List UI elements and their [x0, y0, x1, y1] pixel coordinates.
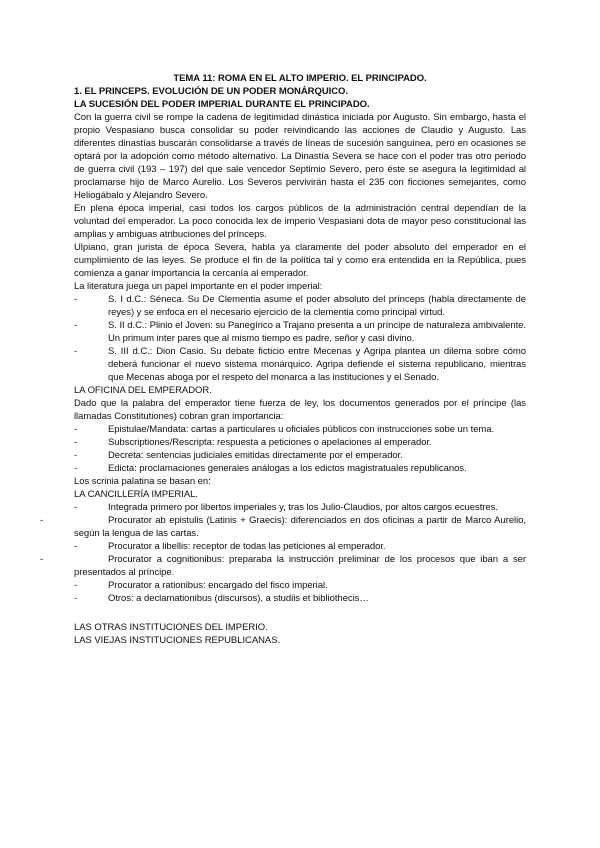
- paragraph-oficina: Dado que la palabra del emperador tiene fuerza de ley, los documentos generados por el príncipe (las llamadas Constitutiones) cobran gran importancia:: [74, 398, 526, 422]
- list-item-text: Procurator ab epistulis (Latinis + Graecis): diferenciados en dos oficinas a partir de Marco Aurelio, según la lengua de las cartas.: [74, 515, 526, 539]
- bullet-dash: -: [40, 515, 44, 526]
- document-body: [40, 72, 526, 647]
- paragraph-administration: En plena época imperial, casi todos los cargos públicos de la administración central dependían de la voluntad del emperador. La poco conocida lex de imperio Vespasiani dota de mayor peso constitucional las amplias y ambiguas atribuciones del prínceps.: [74, 203, 526, 240]
- list-item-text: Edicta: proclamaciones generales análogas a los edictos magistratuales republicanos.: [108, 463, 467, 474]
- list-item-text: S. I d.C.: Séneca. Su De Clementia asume el poder absoluto del prínceps (habla directamente de reyes) y se enfoca en el necesario ejercicio de la clementia como principal virtud.: [108, 294, 526, 318]
- bullet-dash: -: [74, 541, 78, 552]
- viejas-instituciones-heading: LAS VIEJAS INSTITUCIONES REPUBLICANAS.: [74, 635, 281, 646]
- list-item-text: Integrada primero por libertos imperiales y, tras los Julio-Claudios, por altos cargos ecuestres.: [108, 502, 498, 513]
- list-item-text: Decreta: sentencias judiciales emitidas directamente por el emperador.: [108, 450, 403, 461]
- list-item-text: Procurator a libellis: receptor de todas las peticiones al emperador.: [108, 541, 386, 552]
- spacer: [74, 605, 526, 621]
- list-item: [40, 553, 526, 579]
- page-title: TEMA 11: ROMA EN EL ALTO IMPERIO. EL PRINCIPADO.: [173, 73, 427, 84]
- bullet-dash: -: [74, 346, 78, 357]
- scrinia-intro: Los scrinia palatina se basan en:: [74, 476, 211, 487]
- list-item-text: Procurator a cognitionibus: preparaba la instrucción preliminar de los procesos que iban a ser presentados al príncipe.: [74, 554, 526, 578]
- bullet-dash: -: [74, 463, 78, 474]
- oficina-heading: LA OFICINA DEL EMPERADOR.: [74, 385, 212, 396]
- list-item: [40, 514, 526, 540]
- bullet-dash: -: [74, 424, 78, 435]
- list-item: [74, 345, 526, 384]
- list-item: [74, 423, 526, 436]
- list-item-text: S. II d.C.: Plinio el Joven: su Panegírico a Trajano presenta a un príncipe de naturaleza ambivalente. Un primum inter pares que al mismo tiempo es padre, señor y casi divino.: [108, 320, 526, 344]
- list-item-text: Otros: a declamationibus (discursos), a studiis et bibliothecis…: [108, 593, 369, 604]
- list-item: [74, 462, 526, 475]
- bullet-dash: -: [74, 294, 78, 305]
- bullet-dash: -: [74, 450, 78, 461]
- list-item: [74, 449, 526, 462]
- paragraph-ulpiano: Ulpiano, gran jurista de época Severa, habla ya claramente del poder absoluto del emperador en el cumplimiento de las leyes. Se produce el fin de la política tal y como era entendida en la República, pues comienza a ganar importancia la cercanía al emperador.: [74, 242, 526, 279]
- list-item-text: Subscriptiones/Rescripta: respuesta a peticiones o apelaciones al emperador.: [108, 437, 432, 448]
- list-item-text: Epistulae/Mandata: cartas a particulares u oficiales públicos con instrucciones sobe un tema.: [108, 424, 495, 435]
- bullet-dash: -: [40, 554, 44, 565]
- literature-intro: La literatura juega un papel importante en el poder imperial:: [74, 281, 323, 292]
- list-item: [74, 501, 526, 514]
- bullet-dash: -: [74, 580, 78, 591]
- section-heading: 1. EL PRINCEPS. EVOLUCIÓN DE UN PODER MONÁRQUICO.: [74, 86, 348, 97]
- bullet-dash: -: [74, 320, 78, 331]
- list-item: [74, 436, 526, 449]
- bullet-dash: -: [74, 437, 78, 448]
- list-item: [74, 319, 526, 345]
- list-item: [74, 579, 526, 592]
- list-item: [74, 540, 526, 553]
- paragraph-succession: Con la guerra civil se rompe la cadena de legitimidad dinástica iniciada por Augusto. Sin embargo, hasta el propio Vespasiano busca consolidar su poder reivindicando las acciones de Claudio y Augusto. Las diferentes dinastías buscarán consolidarse a través de líneas de sucesión sanguínea, pero en ocasiones se optará por la adopción como método alternativo. La Dinastía Severa se hace con el poder tras otro periodo de guerra civil (193 – 197) del que sale vencedor Septimio Severo, pero éste se asegura la legitimidad al proclamarse hijo de Marco Aurelio. Los Severos pervivirán hasta el 235 con ficciones semejantes, como Heliogábalo y Alejandro Severo.: [74, 112, 526, 201]
- bullet-dash: -: [74, 502, 78, 513]
- list-item: [74, 592, 526, 605]
- bullet-dash: -: [74, 593, 78, 604]
- subsection-heading: LA SUCESIÓN DEL PODER IMPERIAL DURANTE EL PRINCIPADO.: [74, 99, 370, 110]
- list-item: [74, 293, 526, 319]
- otras-instituciones-heading: LAS OTRAS INSTITUCIONES DEL IMPERIO.: [74, 622, 268, 633]
- cancilleria-heading: LA CANCILLERÍA IMPERIAL.: [74, 489, 198, 500]
- list-item-text: Procurator a rationibus: encargado del fisco imperial.: [108, 580, 328, 591]
- list-item-text: S. III d.C.: Dion Casio. Su debate ficticio entre Mecenas y Agripa plantea un dilema sobre cómo deberá funcionar el nuevo sistema monárquico. Agripa defiende el sistema republicano, mientras que Mecenas aboga por el respeto del monarca a las instituciones y el Senado.: [108, 346, 526, 383]
